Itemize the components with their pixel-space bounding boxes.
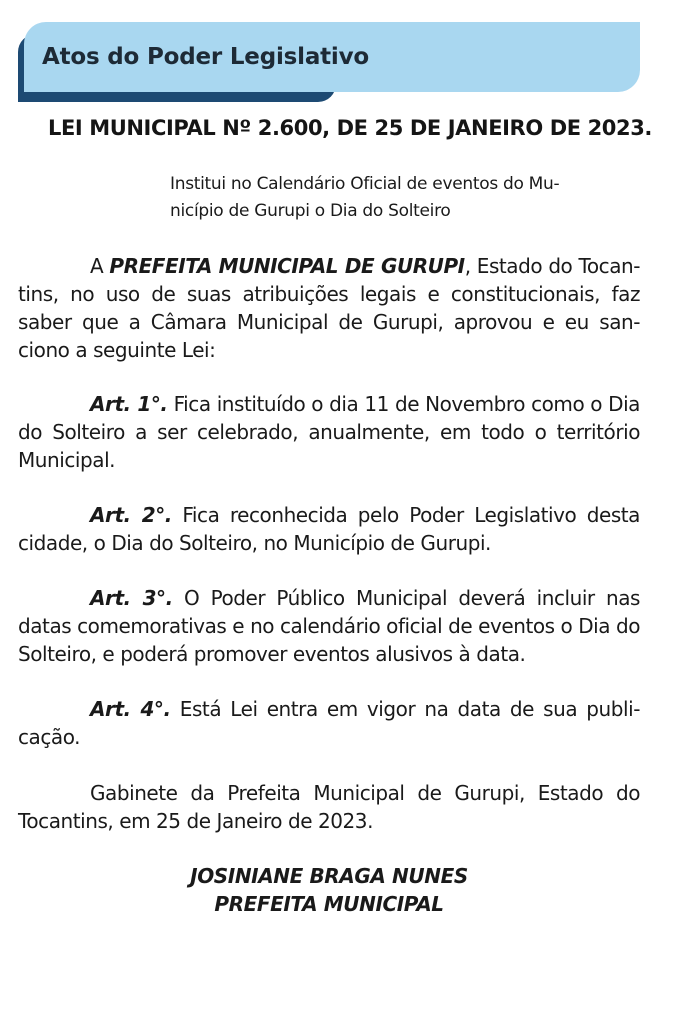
section-banner: [18, 22, 642, 102]
article-text: Fica instituído o dia 11 de Novembro como o Dia do Solteiro a ser celebrado, anualmente, em todo o território Municipal.: [18, 392, 640, 472]
article-label: Art. 2°.: [90, 503, 172, 527]
authority-name: PREFEITA MUNICIPAL DE GURUPI: [109, 254, 465, 278]
law-ementa: [170, 171, 630, 225]
article-label: Art. 3°.: [90, 586, 173, 610]
signature-block: [0, 862, 658, 918]
signatory-role: PREFEITA MUNICIPAL: [214, 892, 444, 916]
closing-paragraph: [18, 779, 640, 835]
article-label: Art. 1°.: [90, 392, 168, 416]
article-3: [18, 584, 640, 668]
law-title: LEI MUNICIPAL Nº 2.600, DE 25 DE JANEIRO DE 2023.: [47, 116, 653, 140]
signatory-name: JOSINIANE BRAGA NUNES: [190, 864, 468, 888]
ementa-line: nicípio de Gurupi o Dia do Solteiro: [170, 201, 451, 221]
banner-background: [24, 22, 640, 92]
closing-text: Gabinete da Prefeita Municipal de Gurupi, Estado do Tocantins, em 25 de Janeiro de 2023.: [18, 781, 640, 833]
article-text: O Poder Público Municipal deverá incluir nas datas comemorativas e no calendário oficial de eventos o Dia do Solteiro, e poderá promover eventos alusivos à data.: [18, 586, 640, 666]
ementa-line: Institui no Calendário Oficial de eventos do Mu-: [170, 174, 560, 194]
article-text: Fica reconhecida pelo Poder Legislativo desta cidade, o Dia do Solteiro, no Município de Gurupi.: [18, 503, 640, 555]
article-2: [18, 501, 640, 557]
article-4: [18, 695, 640, 751]
article-label: Art. 4°.: [90, 697, 171, 721]
preamble-paragraph: [18, 252, 640, 364]
article-text: Está Lei entra em vigor na data de sua publi-cação.: [18, 697, 640, 749]
preamble-lead: A: [90, 254, 110, 278]
article-1: [18, 390, 640, 474]
section-title: Atos do Poder Legislativo: [42, 44, 370, 70]
preamble-text: , Estado do Tocan-tins, no uso de suas atribuições legais e constitucionais, faz saber que a Câmara Municipal de Gurupi, aprovou e eu san-ciono a seguinte Lei:: [18, 254, 641, 362]
